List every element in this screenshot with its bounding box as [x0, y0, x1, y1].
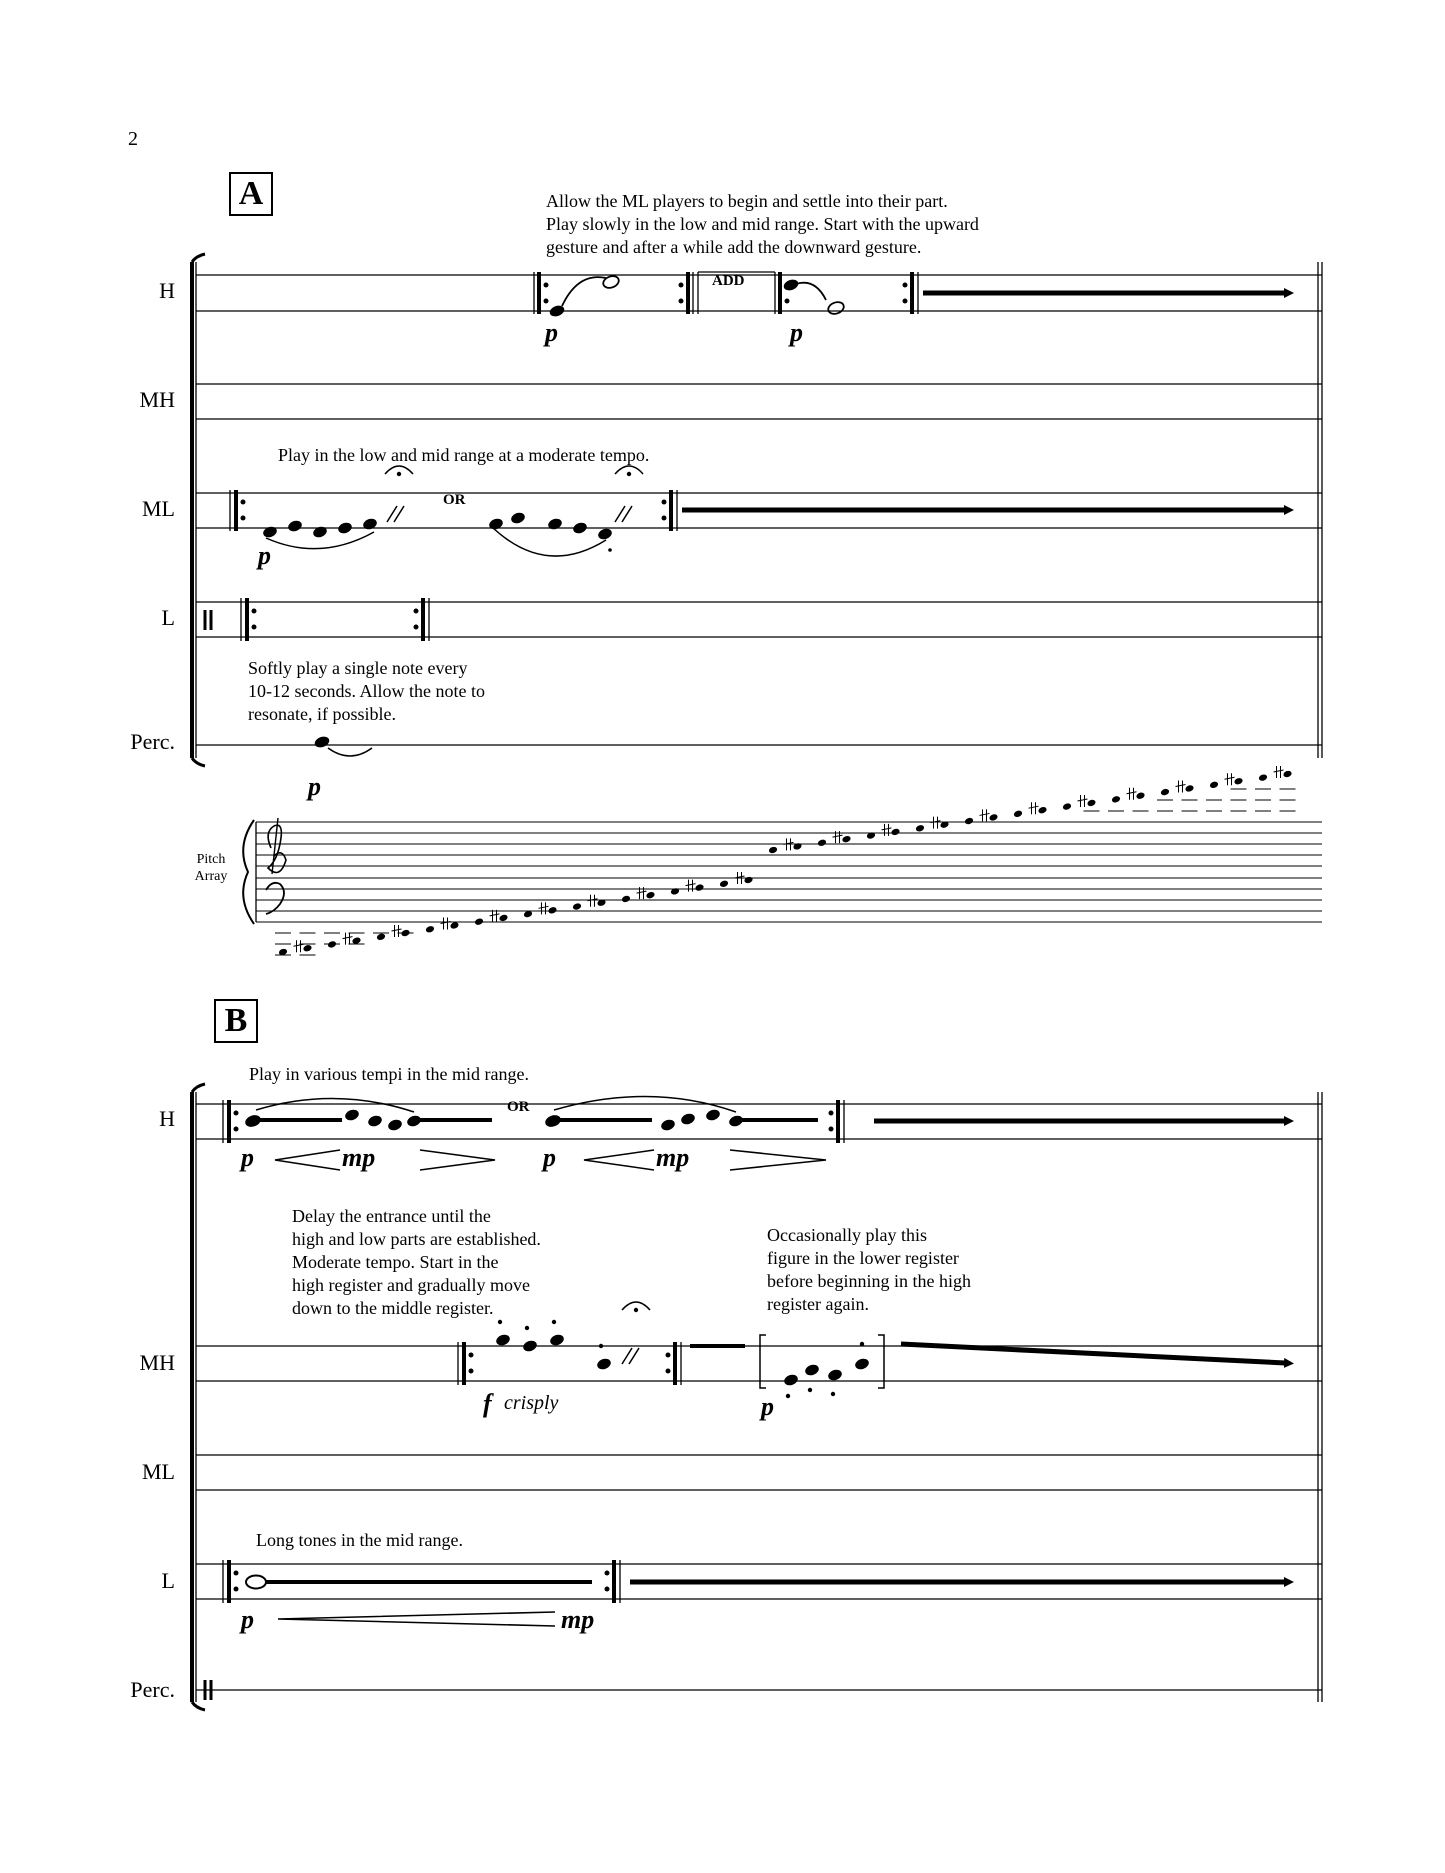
pitch-array-note [793, 842, 803, 851]
section-b-h-dynamic-mp2: mp [656, 1143, 690, 1172]
pitch-array-note [768, 846, 778, 855]
pitch-array-note [915, 824, 925, 833]
pitch-array-accidental [931, 817, 941, 829]
pitch-array-note [1136, 791, 1146, 800]
pitch-array-note [548, 906, 558, 915]
section-a-ml-figures [230, 466, 1285, 556]
section-b-h-dynamic-p2: p [543, 1143, 556, 1172]
pitch-array-note [1283, 770, 1293, 779]
pitch-array-note [303, 944, 313, 953]
pitch-array-note [425, 925, 435, 934]
section-b-l-figures [223, 1560, 1285, 1626]
pitch-array-note [621, 895, 631, 904]
system-a-bracket [192, 254, 205, 766]
section-a-label-l: L [161, 605, 175, 630]
section-a-h-instruction: Allow the ML players to begin and settle into their part. Play slowly in the low and mid range. Start with the upward gesture and after a while add the downward gesture. [546, 191, 979, 257]
section-b-l-dynamic-p: p [241, 1605, 254, 1634]
pitch-array-noteheads [275, 766, 1296, 956]
pitch-array-note [1087, 799, 1097, 808]
section-b-mh-expression: crisply [504, 1392, 559, 1414]
section-a-label-mh: MH [139, 387, 175, 412]
pitch-array-label: Pitch Array [194, 852, 228, 884]
section-b-mh-dynamic-p: p [761, 1392, 774, 1421]
section-a-perc-instruction: Softly play a single note every 10-12 seconds. Allow the note to resonate, if possible. [248, 658, 485, 724]
pitch-array-note [572, 902, 582, 911]
section-b-mh-instruction-1: Delay the entrance until the high and low parts are established. Moderate tempo. Start in the high register and gradually move down to the middle register. [292, 1206, 541, 1318]
pitch-array-note [1038, 806, 1048, 815]
section-b-h-instruction: Play in various tempi in the mid range. [249, 1064, 529, 1084]
pitch-array-note [964, 817, 974, 826]
pitch-array-note [474, 917, 484, 926]
system-a-final-barlines [1318, 262, 1322, 758]
repeat-dots [234, 283, 908, 1592]
pitch-array-accidental [588, 895, 598, 907]
section-a-add-word: ADD [712, 273, 745, 289]
pitch-array-accidental [343, 933, 353, 945]
pitch-array-note [744, 876, 754, 885]
pitch-array-note [989, 813, 999, 822]
section-b-or-word: OR [507, 1099, 530, 1115]
pitch-array-note [1209, 781, 1219, 790]
section-a-label-ml: ML [142, 496, 175, 521]
section-b-label-ml: ML [142, 1459, 175, 1484]
pitch-array-accidental [1127, 788, 1137, 800]
section-b-l-dynamic-mp: mp [561, 1605, 595, 1634]
section-b-h-dynamic-mp1: mp [342, 1143, 376, 1172]
pitch-array-accidental [392, 925, 402, 937]
system-b-staves [196, 1104, 1322, 1690]
pitch-array-accidental [1078, 795, 1088, 807]
pitch-array-accidental [882, 824, 892, 836]
pitch-array-accidental [490, 910, 500, 922]
section-b-label-mh: MH [139, 1350, 175, 1375]
pitch-array-note [1258, 773, 1268, 782]
pitch-array-note [1185, 784, 1195, 793]
section-b-h-figures [223, 1096, 1285, 1170]
system-b-final-barlines [1318, 1092, 1322, 1702]
system-b-bracket [192, 1084, 205, 1710]
pitch-array-accidental [1029, 802, 1039, 814]
section-b-mh-dynamic-f: f [483, 1389, 492, 1418]
pitch-array-note [376, 933, 386, 942]
pitch-array-note [1111, 795, 1121, 804]
section-b-label-h: H [159, 1106, 175, 1131]
section-a-h-figures [534, 272, 1285, 316]
section-b-label-perc: Perc. [130, 1677, 175, 1702]
pitch-array-accidental [441, 917, 451, 929]
pitch-array-note [1013, 810, 1023, 819]
pitch-array-note [499, 914, 509, 923]
section-a-label-h: H [159, 278, 175, 303]
pitch-array-note [1234, 777, 1244, 786]
pitch-array-note [719, 880, 729, 889]
pitch-array-note [695, 883, 705, 892]
pitch-array-note [817, 839, 827, 848]
pitch-array-accidental [539, 902, 549, 914]
page-number: 2 [128, 128, 138, 150]
pitch-array-accidental [980, 809, 990, 821]
section-a-h-dynamic-1: p [545, 318, 558, 347]
pitch-array-note [646, 891, 656, 900]
section-a-ml-instruction: Play in the low and mid range at a moderate tempo. [278, 445, 650, 465]
pitch-array-accidental [294, 940, 304, 952]
pitch-array-note [1160, 788, 1170, 797]
pitch-array-accidental [1225, 773, 1235, 785]
section-a-label-perc: Perc. [130, 729, 175, 754]
pitch-array-staves [243, 818, 1322, 924]
pitch-array-note [891, 828, 901, 837]
section-a-or-word: OR [443, 492, 466, 508]
section-a-perc-dynamic: p [308, 772, 321, 801]
pitch-array-accidental [1274, 766, 1284, 778]
section-a-ml-dynamic: p [258, 541, 271, 570]
section-b-h-dynamic-p1: p [241, 1143, 254, 1172]
pitch-array-note [670, 887, 680, 896]
pitch-array-accidental [1176, 780, 1186, 792]
section-b-mh-instruction-2: Occasionally play this figure in the lower register before beginning in the high register again. [767, 1225, 971, 1314]
pitch-array-note [1062, 802, 1072, 811]
rehearsal-mark-b: B [214, 999, 258, 1043]
rehearsal-mark-a: A [229, 172, 273, 216]
pitch-array-accidental [686, 880, 696, 892]
section-a-h-dynamic-2: p [790, 318, 803, 347]
pitch-array-note [842, 835, 852, 844]
section-b-label-l: L [161, 1568, 175, 1593]
section-b-l-instruction: Long tones in the mid range. [256, 1530, 463, 1550]
